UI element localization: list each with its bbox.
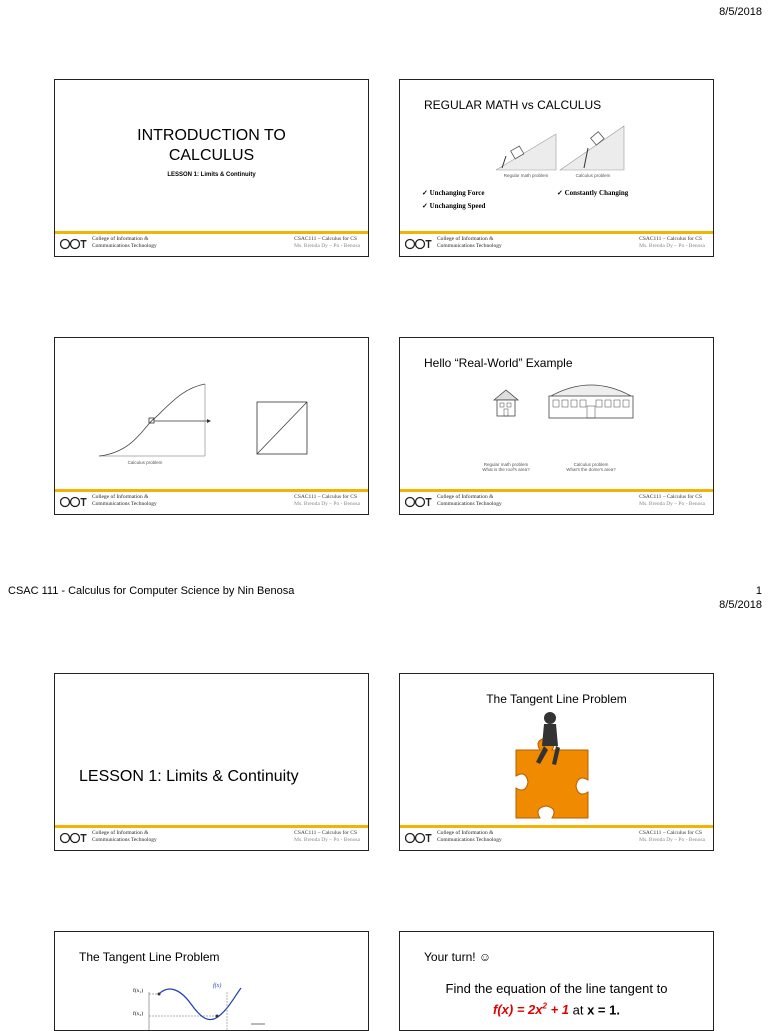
course-info: CSAC111 – Calculus for CS Ms. Brenda Dy – Po - Benosa: [294, 830, 360, 843]
slide-footer-bar: [400, 231, 713, 256]
bullet-item: ✓ Constantly Changing: [557, 189, 629, 197]
page-number: 1: [755, 585, 762, 597]
slide-footer-bar: [55, 825, 368, 850]
bullet-list-left: [422, 187, 485, 213]
x-value: x = 1.: [587, 1002, 620, 1018]
slide-title-line-2: CALCULUS: [168, 147, 255, 164]
slide-title-line-1: INTRODUCTION TO: [137, 127, 286, 144]
slide-your-turn: [399, 931, 714, 1031]
exercise-line-2: [400, 998, 713, 1019]
page-date: 8/5/2018: [719, 599, 762, 611]
check-icon: ✓: [557, 189, 565, 197]
coict-logo: [405, 495, 433, 509]
course-info: CSAC111 – Calculus for CS Ms. Brenda Dy – Po - Benosa: [639, 830, 705, 843]
slide-title: The Tangent Line Problem: [79, 950, 220, 964]
slide-tangent-line-intro: [399, 673, 714, 851]
coict-logo: [60, 237, 88, 251]
college-name: College of Information & Communications Technology: [437, 236, 502, 249]
slide-real-world-example: [399, 337, 714, 515]
page-date: 8/5/2018: [719, 6, 762, 18]
caption-dome: Calculus problem What's the dome's area?: [566, 462, 616, 472]
coict-logo: [60, 495, 88, 509]
course-info: CSAC111 – Calculus for CS Ms. Brenda Dy – Po - Benosa: [639, 494, 705, 507]
function-exponent: 2: [542, 1002, 547, 1011]
at-text: at: [569, 1002, 588, 1018]
y-label-2: f(x₂): [133, 1011, 144, 1017]
slide-intro: [54, 79, 369, 257]
curve-illustration: [95, 374, 335, 464]
course-info: CSAC111 – Calculus for CS Ms. Brenda Dy – Po - Benosa: [294, 236, 360, 249]
slide-footer-bar: [400, 489, 713, 514]
check-icon: ✓: [422, 189, 430, 197]
slide-lesson-1: [54, 673, 369, 851]
caption-calculus: Calculus problem: [575, 173, 611, 178]
exercise-line-1: Find the equation of the line tangent to: [445, 981, 668, 996]
slide-footer-bar: [400, 825, 713, 850]
page-footer-course: CSAC 111 - Calculus for Computer Science by Nin Benosa: [8, 585, 295, 597]
check-icon: ✓: [422, 202, 430, 210]
exercise-text: [400, 980, 713, 1019]
course-info: CSAC111 – Calculus for CS Ms. Brenda Dy – Po - Benosa: [639, 236, 705, 249]
slide-footer-bar: [55, 231, 368, 256]
coict-logo: [405, 831, 433, 845]
course-info: CSAC111 – Calculus for CS Ms. Brenda Dy – Po - Benosa: [294, 494, 360, 507]
slide-footer-bar: [55, 489, 368, 514]
slide-subtitle: LESSON 1: Limits & Continuity: [167, 172, 256, 178]
slide-calculus-curve: [54, 337, 369, 515]
caption-house: Regular math problem What is the roof's area?: [482, 462, 530, 472]
slide-title: [55, 126, 368, 166]
coict-logo: [405, 237, 433, 251]
bullet-item: ✓ Unchanging Speed: [422, 202, 486, 210]
house-illustration: [492, 388, 520, 418]
caption-calculus: Calculus problem: [127, 460, 163, 465]
college-name: College of Information & Communications Technology: [92, 236, 157, 249]
slide-title: REGULAR MATH vs CALCULUS: [424, 98, 602, 112]
college-name: College of Information & Communications Technology: [437, 494, 502, 507]
dome-building-illustration: [545, 380, 637, 420]
slide-title: LESSON 1: Limits & Continuity: [79, 768, 299, 785]
caption-regular-math: Regular math problem: [503, 173, 549, 178]
slope-illustration: [496, 122, 626, 174]
college-name: College of Information & Communications Technology: [92, 494, 157, 507]
slide-title: Hello “Real-World” Example: [424, 356, 573, 370]
coict-logo: [60, 831, 88, 845]
curve-label: f(x): [213, 983, 222, 989]
slide-title: The Tangent Line Problem: [486, 692, 627, 706]
slide-title: Your turn! ☺: [424, 950, 492, 964]
puzzle-person-illustration: [512, 710, 592, 822]
college-name: College of Information & Communications Technology: [437, 830, 502, 843]
college-name: College of Information & Communications Technology: [92, 830, 157, 843]
slide-regular-math-vs-calculus: [399, 79, 714, 257]
function-expression: f(x) = 2x: [493, 1002, 543, 1018]
slide-tangent-line-graph: [54, 931, 369, 1031]
bullet-item: ✓ Unchanging Force: [422, 189, 485, 197]
function-tail: + 1: [546, 1002, 570, 1018]
bullet-list-right: [557, 187, 628, 200]
y-label-1: f(x₁): [133, 988, 144, 994]
